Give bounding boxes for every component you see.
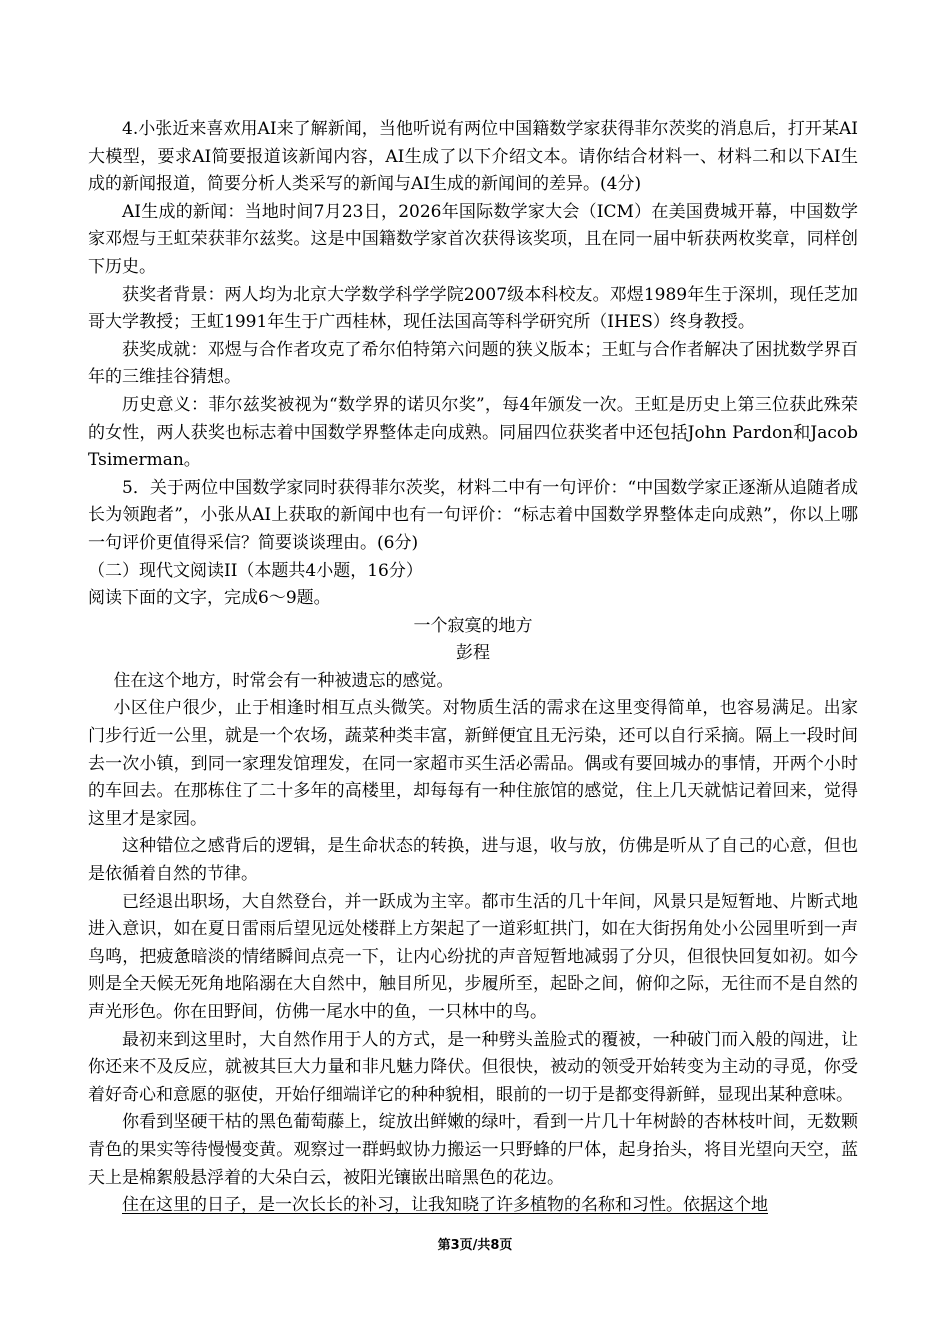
article-paragraph: 住在这个地方，时常会有一种被遗忘的感觉。	[113, 670, 454, 691]
article-title: 一个寂寞的地方	[413, 615, 533, 636]
section-heading: （二）现代文阅读II（本题共4小题，16分）	[88, 560, 423, 581]
question-4-prompt: 4.小张近来喜欢用AI来了解新闻，当他听说有两位中国籍数学家获得菲尔茨奖的消息后，打开某AI大模型，要求AI简要报道该新闻内容，AI生成了以下介绍文本。请你结合材料一、材料二和以下AI生成的新闻报道，简要分析人类采写的新闻与AI生成的新闻间的差异。(4分)	[88, 119, 858, 195]
article-author: 彭程	[456, 643, 490, 664]
article-paragraph: 这种错位之感背后的逻辑，是生命状态的转换，进与退，收与放，仿佛是听从了自己的心意，但也是依循着自然的节律。	[88, 836, 858, 885]
section-instruction: 阅读下面的文字，完成6～9题。	[88, 588, 331, 609]
article-paragraph: 你看到坚硬干枯的黑色葡萄藤上，绽放出鲜嫩的绿叶，看到一片几十年树龄的杏林枝叶间，无数颗青色的果实等待慢慢变黄。观察过一群蚂蚁协力搬运一只野蜂的尸体，起身抬头，将目光望向天空，蓝天上是棉絮般悬浮着的大朵白云，被阳光镶嵌出暗黑色的花边。	[88, 1112, 858, 1188]
ai-news-paragraph: 获奖者背景：两人均为北京大学数学科学学院2007级本科校友。邓煜1989年生于深圳，现任芝加哥大学教授；王虹1991年生于广西桂林，现任法国高等科学研究所（IHES）终身教授。	[88, 284, 858, 333]
article-paragraph: 最初来到这里时，大自然作用于人的方式，是一种劈头盖脸式的覆被，一种破门而入般的闯进，让你还来不及反应，就被其巨大力量和非凡魅力降伏。但很快，被动的领受开始转变为主动的寻觅，你受着好奇心和意愿的驱使，开始仔细端详它的种种貌相，眼前的一切于是都变得新鲜，显现出某种意味。	[88, 1029, 858, 1105]
article-paragraph: 已经退出职场，大自然登台，并一跃成为主宰。都市生活的几十年间，风景只是短暂地、片断式地进入意识，如在夏日雷雨后望见远处楼群上方架起了一道彩虹拱门，如在大街拐角处小公园里听到一声鸟鸣，把疲惫暗淡的情绪瞬间点亮一下，让内心纷扰的声音短暂地减弱了分贝，但很快回复如初。如今则是全天候无死角地陷溺在大自然中，触目所见，步履所至，起卧之间，俯仰之际，无往而不是自然的声光形色。你在田野间，仿佛一尾水中的鱼，一只林中的鸟。	[88, 891, 858, 1022]
ai-news-paragraph: 获奖成就：邓煜与合作者攻克了希尔伯特第六问题的狭义版本；王虹与合作者解决了困扰数学界百年的三维挂谷猜想。	[88, 339, 858, 388]
article-paragraph-underlined: 住在这里的日子，是一次长长的补习，让我知晓了许多植物的名称和习性。依据这个地	[122, 1195, 768, 1216]
article-paragraph: 小区住户很少，止于相逢时相互点头微笑。对物质生活的需求在这里变得简单，也容易满足。出家门步行近一公里，就是一个农场，蔬菜种类丰富，新鲜便宜且无污染，还可以自行采摘。隔上一段时间去一次小镇，到同一家理发馆理发，在同一家超市买生活必需品。偶或有要回城办的事情，开两个小时的车回去。在那栋住了二十多年的高楼里，却每每有一种住旅馆的感觉，住上几天就惦记着回来，觉得这里才是家园。	[88, 698, 858, 829]
ai-news-paragraph: AI生成的新闻：当地时间7月23日，2026年国际数学家大会（ICM）在美国费城开幕，中国数学家邓煜与王虹荣获菲尔兹奖。这是中国籍数学家首次获得该奖项，且在同一届中斩获两枚奖章，同样创下历史。	[88, 201, 858, 277]
ai-news-paragraph: 历史意义：菲尔兹奖被视为“数学界的诺贝尔奖”，每4年颁发一次。王虹是历史上第三位获此殊荣的女性，两人获奖也标志着中国数学界整体走向成熟。同届四位获奖者中还包括John Pardon和Jacob Tsimerman。	[88, 394, 858, 471]
page-number: 第3页/共8页	[437, 1238, 513, 1253]
question-5-prompt: 5．关于两位中国数学家同时获得菲尔茨奖，材料二中有一句评价：“中国数学家正逐渐从追随者成长为领跑者”，小张从AI上获取的新闻中也有一句评价：“标志着中国数学界整体走向成熟”，你以上哪一句评价更值得采信？简要谈谈理由。(6分)	[88, 477, 858, 553]
page-content	[88, 116, 858, 1220]
